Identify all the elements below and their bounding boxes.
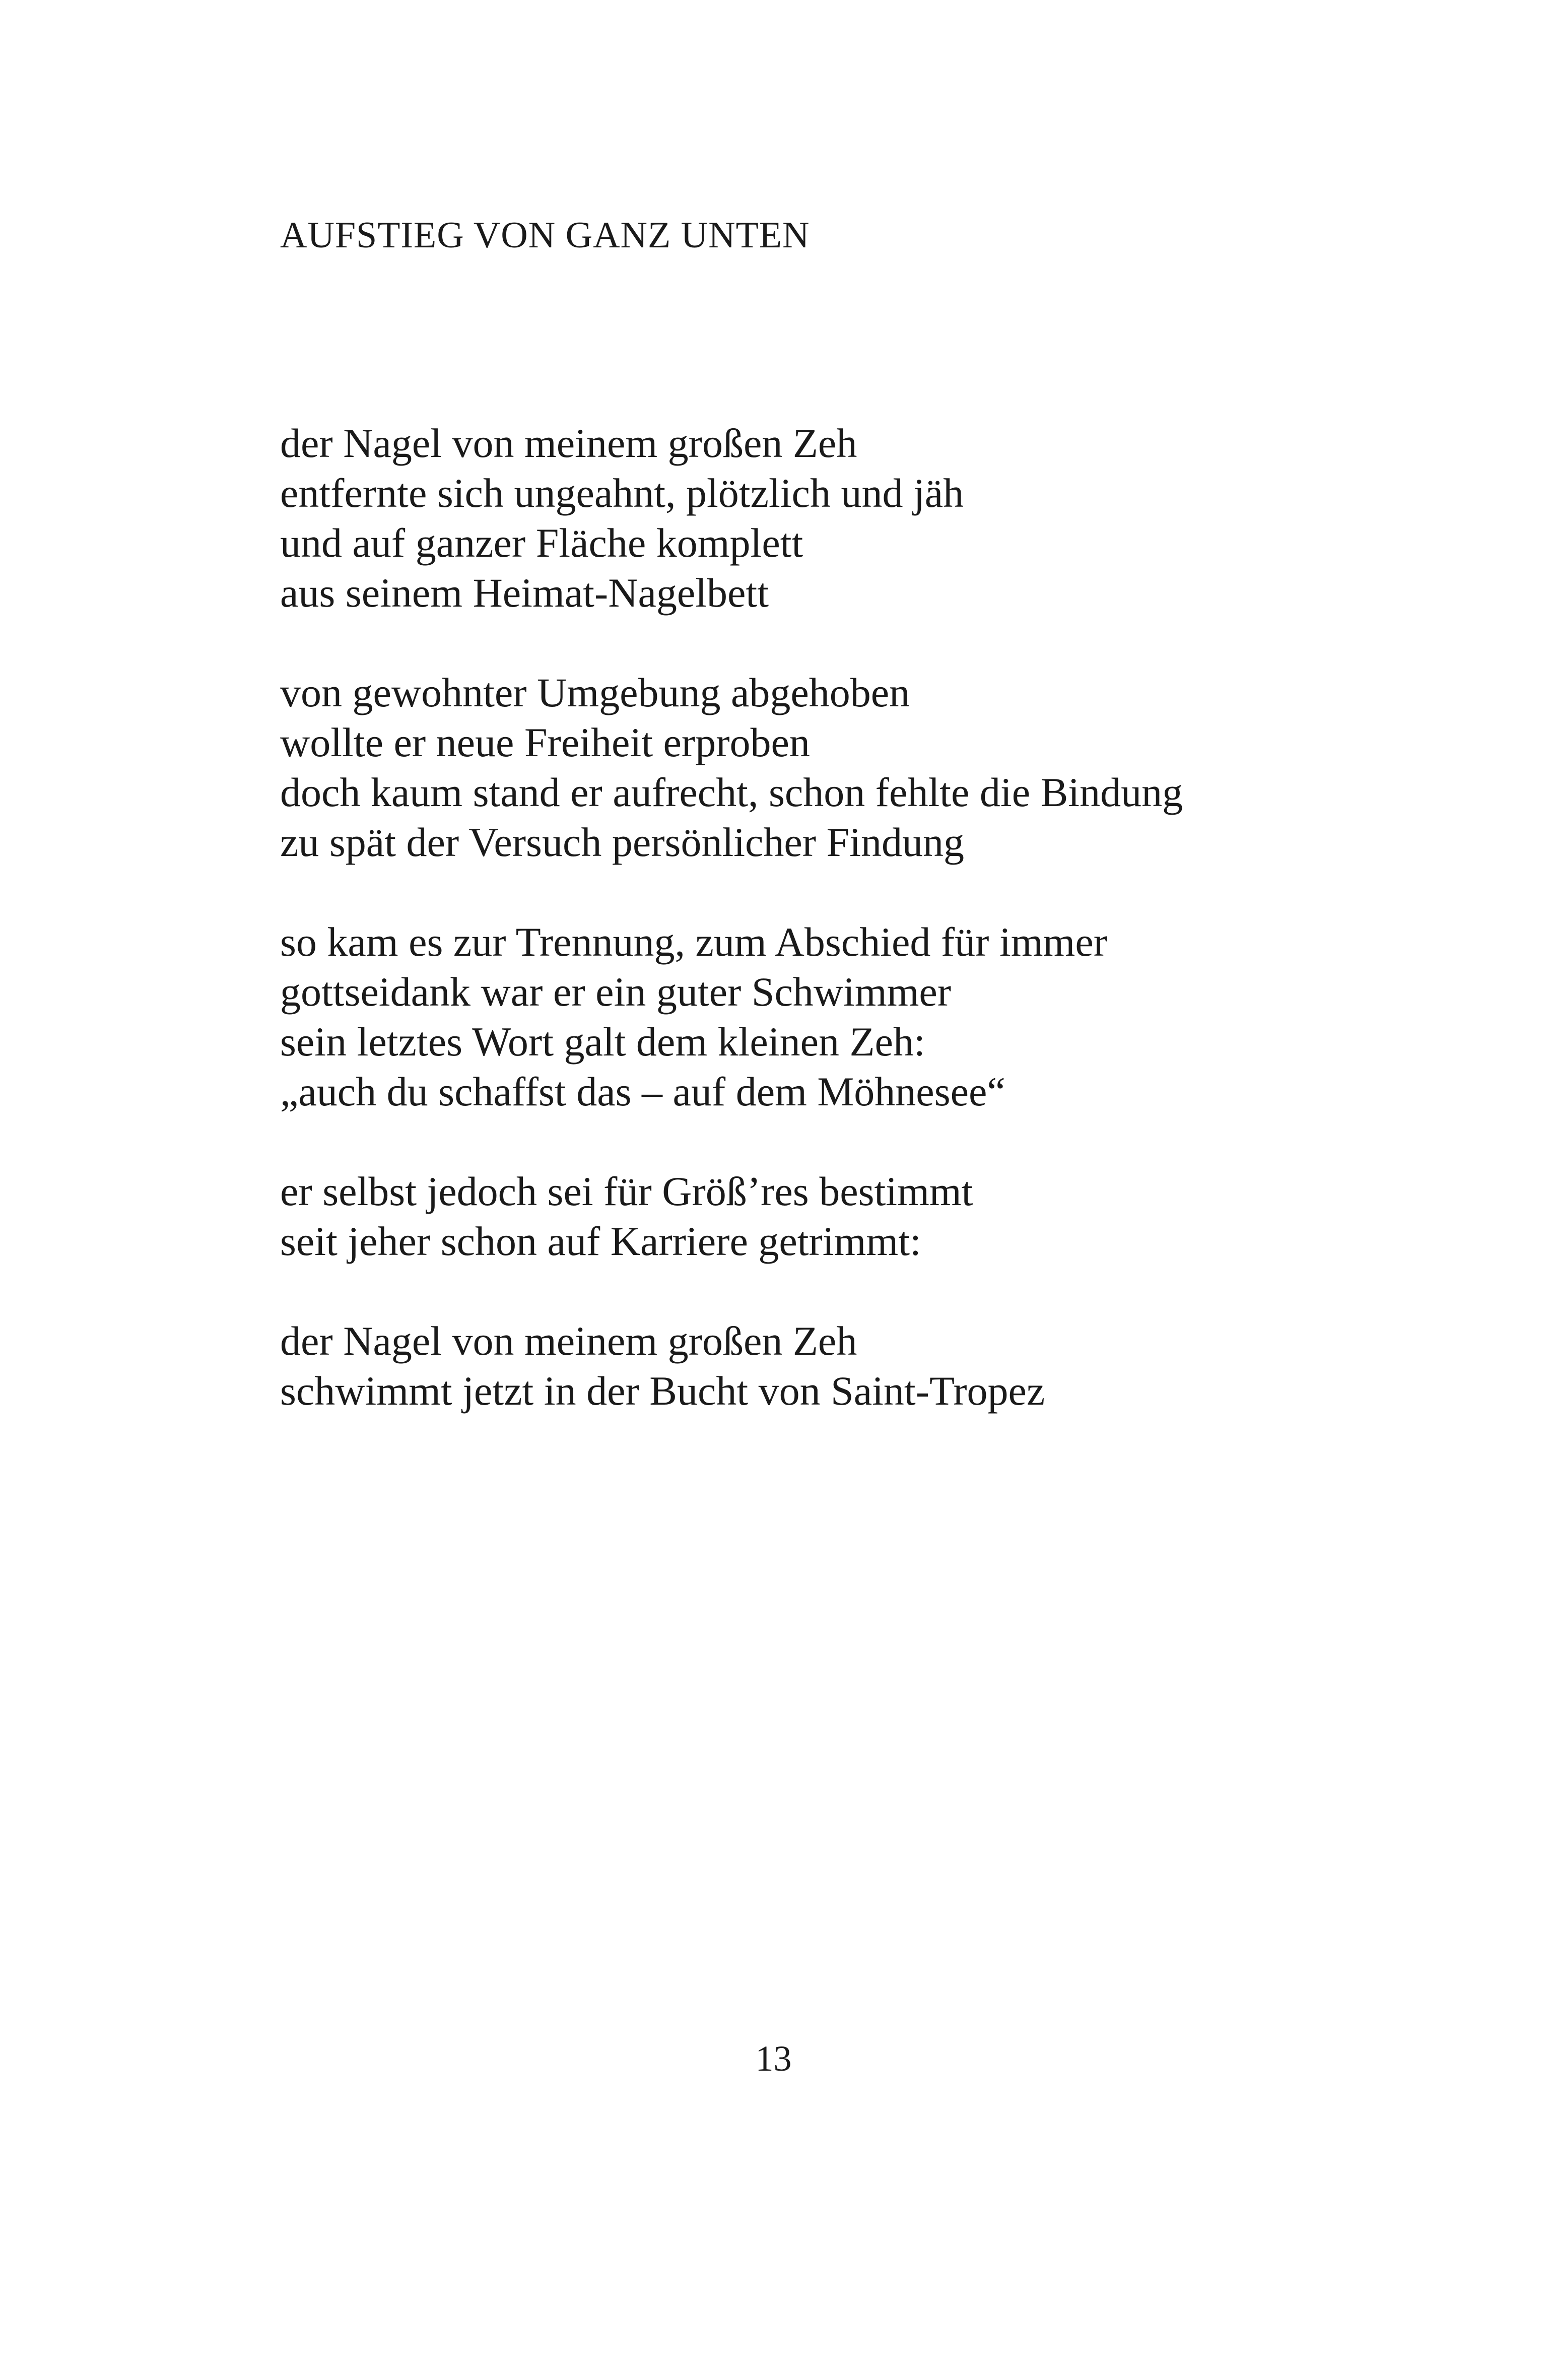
poem-line: doch kaum stand er aufrecht, schon fehlte die Bindung [280,769,1183,815]
stanza-2 [280,668,1388,867]
poem-line: der Nagel von meinem großen Zeh [280,1318,857,1364]
poem-line: so kam es zur Trennung, zum Abschied für immer [280,919,1108,965]
stanza-5 [280,1316,1388,1416]
poem-title: AUFSTIEG VON GANZ UNTEN [280,215,810,256]
poem-line: seit jeher schon auf Karriere getrimmt: [280,1218,921,1264]
page-number: 13 [755,2038,792,2079]
poem-line: entfernte sich ungeahnt, plötzlich und jäh [280,470,964,516]
stanza-3 [280,917,1388,1116]
poem-line: von gewohnter Umgebung abgehoben [280,670,910,715]
poem-line: „auch du schaffst das – auf dem Möhnesee“ [280,1069,1005,1114]
poem-line: gottseidank war er ein guter Schwimmer [280,969,952,1015]
poem-line: der Nagel von meinem großen Zeh [280,420,857,466]
poem-line: aus seinem Heimat-Nagelbett [280,570,769,616]
stanza-4 [280,1166,1388,1266]
poem-line: schwimmt jetzt in der Bucht von Saint-Tropez [280,1368,1045,1414]
stanza-1 [280,418,1388,618]
poem-line: er selbst jedoch sei für Größ’res bestimmt [280,1168,973,1214]
poem-line: sein letztes Wort galt dem kleinen Zeh: [280,1019,925,1065]
poem-line: und auf ganzer Fläche komplett [280,520,803,566]
poem-line: zu spät der Versuch persönlicher Findung [280,819,965,865]
poem-line: wollte er neue Freiheit erproben [280,719,810,765]
poem-body [280,418,1388,1466]
